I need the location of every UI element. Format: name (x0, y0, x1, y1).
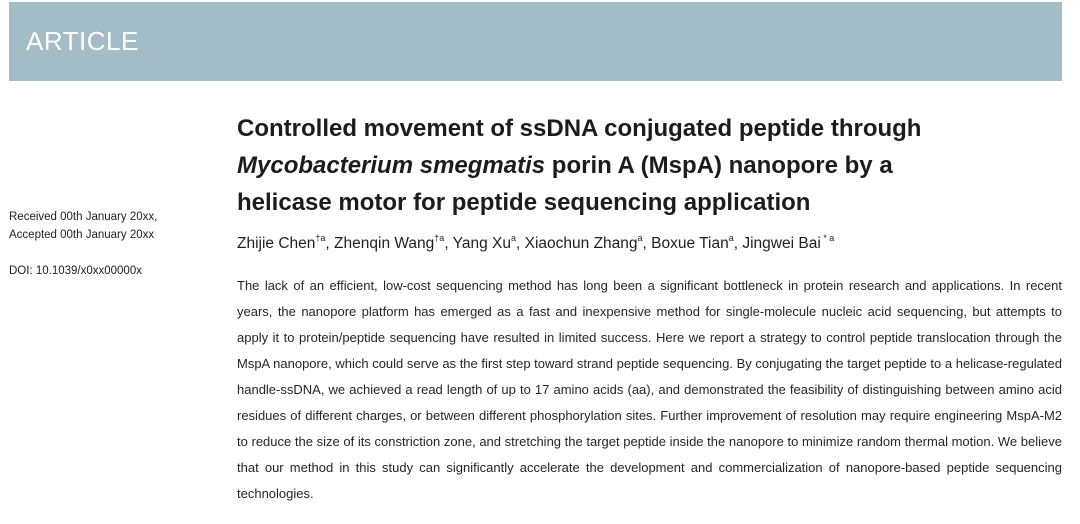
author-name: Zhenqin Wang (334, 235, 435, 252)
author (742, 235, 834, 252)
author-name: Xiaochun Zhang (524, 235, 638, 252)
accepted-date: Accepted 00th January 20xx (9, 229, 155, 241)
article-type-banner (9, 2, 1062, 81)
author-affiliation: * a (820, 233, 835, 243)
title-line-1: Controlled movement of ssDNA conjugated peptide through (237, 115, 922, 142)
author-affiliation: a (510, 233, 516, 243)
author-name: Boxue Tian (651, 235, 729, 252)
article-type-label: ARTICLE (26, 26, 139, 56)
author-name: Zhijie Chen (237, 235, 316, 252)
title-species-name: Mycobacterium smegmatis (237, 152, 546, 179)
abstract-text: The lack of an efficient, low-cost sequencing method has long been a significant bottleneck in protein research and applications. In recent years, the nanopore platform has emerged as a fast and inexpensive method for single-molecule nucleic acid sequencing, but attempts to apply it to protein/peptide sequencing have resulted in limited success. Here we report a strategy to control peptide translocation through the MspA nanopore, which could serve as the first step toward strand peptide sequencing. By conjugating the target peptide to a helicase-regulated handle-ssDNA, we achieved a read length of up to 17 amino acids (aa), and demonstrated the feasibility of distinguishing between amino acid residues of different charges, or between different phosphorylation sites. Further improvement of resolution may require engineering MspA-M2 to reduce the size of its constriction zone, and stretching the target peptide inside the nanopore to minimize random thermal motion. We believe that our method in this study can significantly accelerate the development and commercialization of nanopore-based peptide sequencing technologies. (237, 278, 1062, 501)
author-list: Zhijie Chen$^{\dagger a}$, Zhenqin Wang$^{\dagger a}$, Yang Xu$^a$, Xiaochun Zhang$^a$, Boxue Tian$^a$, Jingwei Bai $^{* a}$ (237, 233, 835, 252)
title-line-2-rest: porin A (MspA) nanopore by a (545, 152, 893, 179)
author-name: Jingwei Bai (742, 235, 821, 252)
author-affiliation: a (637, 233, 643, 243)
title-line-3: helicase motor for peptide sequencing application (237, 189, 811, 216)
author-affiliation: †a (315, 233, 326, 243)
author (453, 235, 516, 252)
author-affiliation: a (728, 233, 734, 243)
author (334, 235, 444, 252)
author (237, 235, 325, 252)
author-name: Yang Xu (452, 235, 511, 252)
title-line-2 (237, 147, 1057, 184)
doi: DOI: 10.1039/x0xx00000x (9, 265, 142, 277)
author (651, 235, 734, 252)
paper-title (237, 110, 1057, 221)
submission-meta (9, 208, 219, 280)
author-affiliation: †a (434, 233, 445, 243)
received-date: Received 00th January 20xx, (9, 211, 158, 223)
author (525, 235, 643, 252)
